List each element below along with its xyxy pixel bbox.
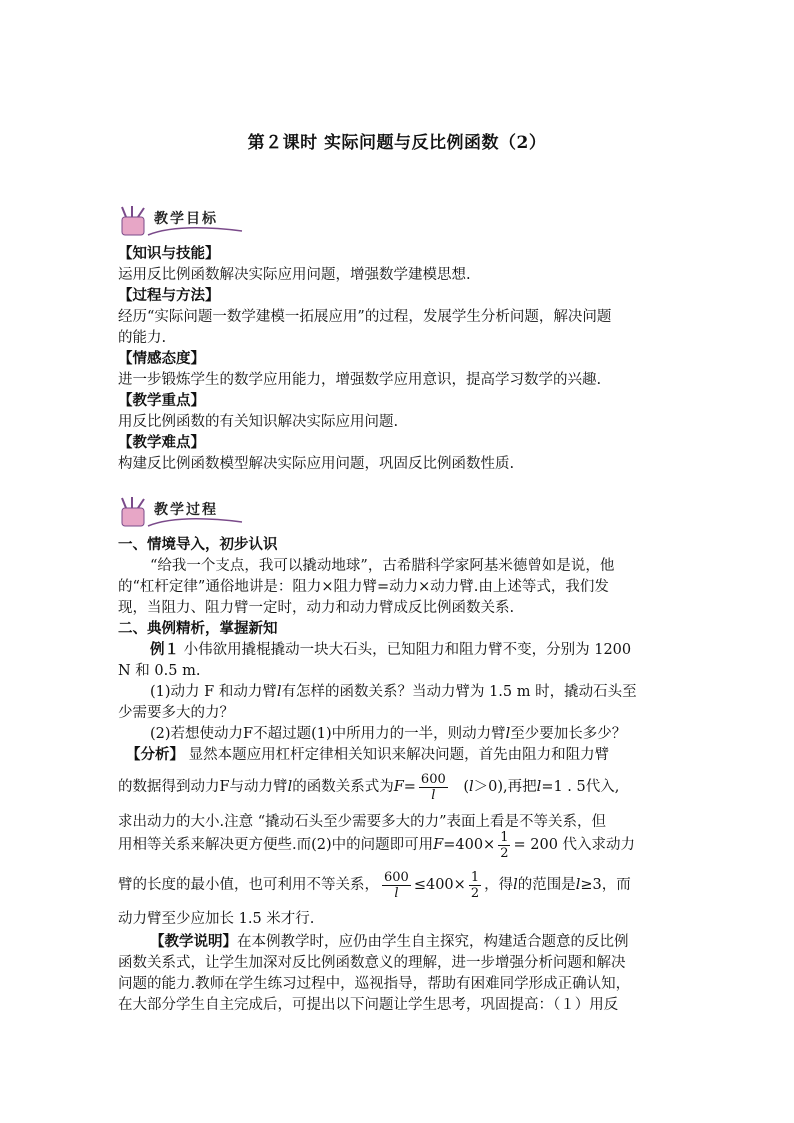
fraction-1-over-2	[469, 870, 481, 901]
process-para-1c: 现，当阻力、阻力臂一定时，动力和动力臂成反比例函数关系.	[118, 600, 515, 616]
analysis-text-4c: = 200 代入求动力	[513, 837, 636, 853]
analysis-text-2b: 的函数关系式为	[292, 779, 394, 795]
section-label-goals: 教学目标	[154, 211, 218, 227]
process-heading-2: 二、典例精析，掌握新知	[118, 620, 278, 637]
fraction-numerator: 1	[500, 829, 509, 845]
goal-heading-difficulty: 【教学难点】	[118, 434, 205, 451]
question-2-line	[150, 724, 710, 744]
analysis-value: =1 . 5代入,	[541, 779, 620, 795]
section-header-goals	[118, 205, 244, 239]
example-label: 例１	[150, 641, 179, 658]
analysis-condition: ＞0),再把	[473, 779, 537, 795]
fraction-numerator: 1	[470, 869, 480, 885]
analysis-paren: (	[463, 779, 470, 795]
fraction-numerator: 600	[384, 869, 409, 885]
analysis-line-1	[126, 745, 686, 765]
analysis-text-1: 显然本题应用杠杆定律相关知识来解决问题，首先由阻力和阻力臂	[184, 747, 610, 763]
fraction-denominator: 2	[500, 845, 509, 861]
analysis-line-3: 求出动力的大小.注意 “撬动石头至少需要多大的力”表面上看是不等关系，但	[118, 814, 607, 830]
section-label-process: 教学过程	[154, 502, 218, 518]
fraction-denominator: l	[394, 885, 399, 901]
goal-text-attitude: 进一步锻炼学生的数学应用能力，增强数学应用意识，提高学习数学的兴趣.	[118, 372, 602, 388]
goal-heading-process: 【过程与方法】	[118, 287, 220, 304]
q2-text-pre: (2)若想使动力F不超过题(1)中所用力的一半，则动力臂	[150, 726, 506, 742]
goal-text-process-2: 的能力.	[118, 330, 167, 346]
analysis-line-4	[118, 828, 678, 862]
analysis-text-5c: ，得	[484, 877, 514, 893]
symbol-l: l	[287, 779, 293, 795]
analysis-text-5a: 臂的长度的最小值，也可利用不等关系，	[118, 877, 379, 893]
process-para-1b: 的“杠杆定律”通俗地讲是：阻力×阻力臂=动力×动力臂.由上述等式，我们发	[118, 579, 609, 595]
question-1-line-1	[150, 682, 710, 702]
symbol-f: F	[433, 837, 444, 853]
analysis-text-5e: ≥3，而	[580, 877, 631, 893]
symbol-l: l	[575, 877, 581, 893]
q1-text-pre: (1)动力 F 和动力臂	[150, 684, 277, 700]
page-title: 第２课时 实际问题与反比例函数（2）	[247, 133, 547, 153]
fraction-numerator: 600	[420, 771, 446, 787]
analysis-text-5b: ≤400×	[413, 877, 466, 893]
goal-heading-attitude: 【情感态度】	[118, 350, 205, 367]
fraction-denominator: 2	[470, 885, 480, 901]
analysis-line-5	[118, 868, 678, 902]
goal-heading-knowledge: 【知识与技能】	[118, 245, 220, 262]
example-line-1	[150, 640, 710, 660]
fraction-600-over-l	[419, 772, 448, 803]
symbol-l: l	[505, 726, 511, 742]
process-heading-1: 一、情境导入，初步认识	[118, 536, 278, 553]
fraction-600-over-l	[382, 870, 411, 901]
note-line-1	[150, 932, 710, 952]
question-1-line-2: 少需要多大的力？	[118, 705, 234, 721]
q2-text-post: 至少要加长多少？	[510, 726, 627, 742]
q1-text-post: 有怎样的函数关系？当动力臂为 1.5 m 时，撬动石头至	[281, 684, 637, 700]
note-line-4: 在大部分学生自主完成后，可提出以下问题让学生思考，巩固提高：（１）用反	[118, 997, 619, 1013]
analysis-text-5d: 的范围是	[517, 877, 576, 893]
symbol-l: l	[469, 779, 474, 795]
goal-text-key: 用反比例函数的有关知识解决实际应用问题.	[118, 414, 399, 430]
section-header-process	[118, 496, 244, 530]
goal-heading-key: 【教学重点】	[118, 392, 205, 409]
analysis-line-6: 动力臂至少应加长 1.5 米才行.	[118, 911, 315, 927]
symbol-l: l	[536, 779, 542, 795]
note-line-3: 问题的能力.教师在学生练习过程中，巡视指导，帮助有困难同学形成正确认知，	[118, 976, 631, 992]
note-label: 【教学说明】	[150, 933, 237, 950]
analysis-text-4b: =400×	[443, 837, 496, 853]
fraction-denominator: l	[431, 787, 436, 803]
analysis-text-2a: 的数据得到动力F与动力臂	[118, 779, 288, 795]
analysis-line-2	[118, 770, 678, 804]
analysis-text-4a: 用相等关系来解决更方便些.而(2)中的问题即可用	[118, 837, 434, 853]
symbol-l: l	[513, 877, 518, 893]
example-text-1: 小伟欲用撬棍撬动一块大石头，已知阻力和阻力臂不变，分别为 1200	[179, 642, 632, 658]
note-line-2: 函数关系式，让学生加深对反比例函数意义的理解，进一步增强分析问题和解决	[118, 955, 626, 971]
symbol-l: l	[276, 684, 282, 700]
goal-text-knowledge: 运用反比例函数解决实际应用问题，增强数学建模思想.	[118, 267, 471, 283]
example-line-2: N 和 0.5 m.	[118, 663, 201, 679]
fraction-1-over-2	[498, 830, 510, 861]
symbol-f-equals: F=	[393, 779, 416, 795]
goal-text-process-1: 经历“实际问题一数学建模一拓展应用”的过程，发展学生分析问题，解决问题	[118, 309, 612, 325]
note-text-1: 在本例教学时，应仍由学生自主探究，构建适合题意的反比例	[237, 934, 629, 950]
process-para-1a: “给我一个支点，我可以撬动地球”，古希腊科学家阿基米德曾如是说，他	[150, 558, 615, 574]
analysis-label: 【分析】	[126, 746, 184, 763]
goal-text-difficulty: 构建反比例函数模型解决实际应用问题，巩固反比例函数性质.	[118, 456, 515, 472]
